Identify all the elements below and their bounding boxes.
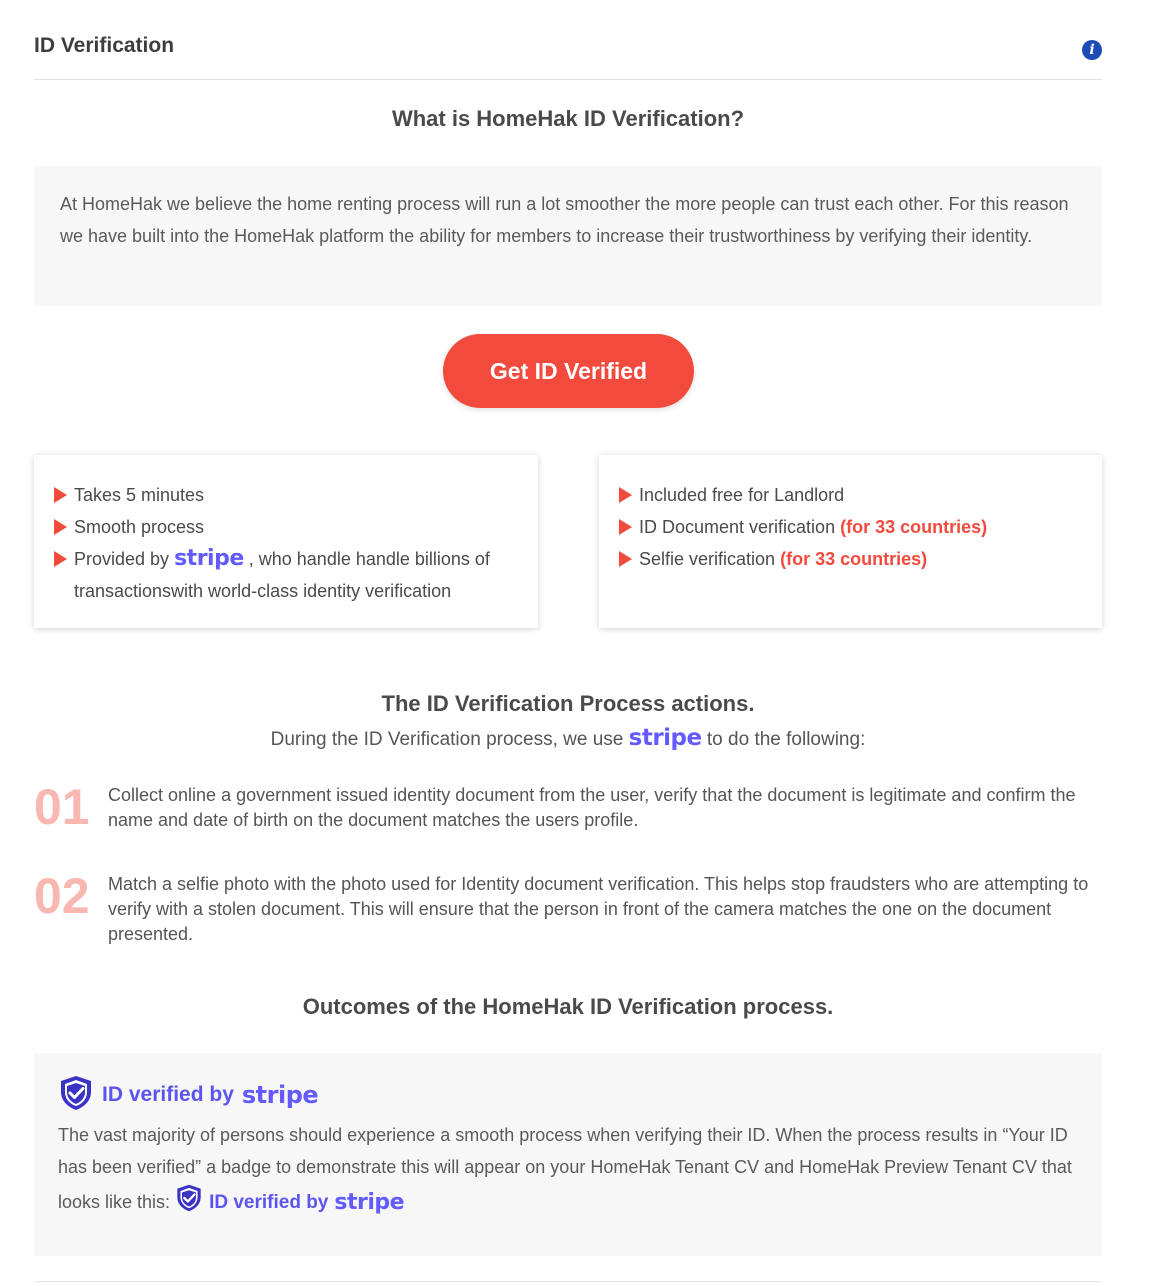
intro-text: At HomeHak we believe the home renting process will run a lot smoother the more people can trust each other. For this reason we have built into the HomeHak platform the ability for members to increase their trustworthiness by verifying their identity. bbox=[60, 194, 1069, 246]
step-text: Match a selfie photo with the photo used for Identity document verification. This helps stop fraudsters who are attempting to verify with a stolen document. This will ensure that the person in front of the camera matches the one on the document presented. bbox=[108, 874, 1089, 944]
outcomes-heading: Outcomes of the HomeHak ID Verification process. bbox=[302, 994, 834, 1019]
shield-check-icon bbox=[175, 1183, 203, 1223]
inline-verified-badge bbox=[175, 1183, 404, 1223]
outcome-text: The vast majority of persons should experience a smooth process when verifying their ID. When the process results in “Your ID has been verified” a badge to demonstrate this will appear on your HomeHak Tenant CV and HomeHak Preview Tenant CV that looks like this: ID verified by stripe bbox=[58, 1119, 1078, 1223]
process-heading: The ID Verification Process actions. bbox=[381, 691, 755, 716]
outcome-box bbox=[34, 1053, 1102, 1256]
bottom-divider bbox=[34, 1281, 1102, 1282]
header-divider bbox=[34, 79, 1102, 80]
step-number: 02 bbox=[34, 868, 90, 924]
intro-heading: What is HomeHak ID Verification? bbox=[391, 106, 745, 131]
feature-item: Smooth process bbox=[52, 511, 520, 543]
feature-item: Included free for Landlord bbox=[617, 479, 1084, 511]
get-id-verified-button[interactable]: Get ID Verified bbox=[443, 334, 694, 408]
feature-item: Selfie verification (for 33 countries) bbox=[617, 543, 1084, 575]
page-title: ID Verification bbox=[34, 34, 175, 57]
stripe-logo: stripe bbox=[174, 546, 244, 571]
badge-label: ID verified by bbox=[209, 1192, 329, 1213]
country-note: (for 33 countries) bbox=[780, 549, 928, 569]
feature-item: ID Document verification (for 33 countries) bbox=[617, 511, 1084, 543]
stripe-logo: stripe bbox=[241, 1081, 319, 1109]
shield-check-icon bbox=[58, 1074, 94, 1117]
step-number: 01 bbox=[34, 779, 90, 835]
verified-badge bbox=[58, 1077, 1078, 1113]
process-subheading: During the ID Verification process, we use stripe to do the following: bbox=[270, 725, 866, 751]
features-card-left bbox=[34, 455, 538, 628]
intro-box bbox=[34, 166, 1102, 306]
stripe-logo: stripe bbox=[628, 725, 702, 751]
feature-item: Takes 5 minutes bbox=[52, 479, 520, 511]
stripe-logo: stripe bbox=[334, 1190, 405, 1215]
features-card-right bbox=[599, 455, 1102, 628]
step-text: Collect online a government issued identity document from the user, verify that the document is legitimate and confirm the name and date of birth on the document matches the users profile. bbox=[108, 785, 1076, 830]
badge-label: ID verified by bbox=[102, 1083, 234, 1106]
feature-item: Provided by stripe , who handle handle billions of transactionswith world-class identity verification bbox=[52, 543, 520, 607]
info-icon[interactable]: i bbox=[1082, 40, 1102, 60]
country-note: (for 33 countries) bbox=[840, 517, 988, 537]
